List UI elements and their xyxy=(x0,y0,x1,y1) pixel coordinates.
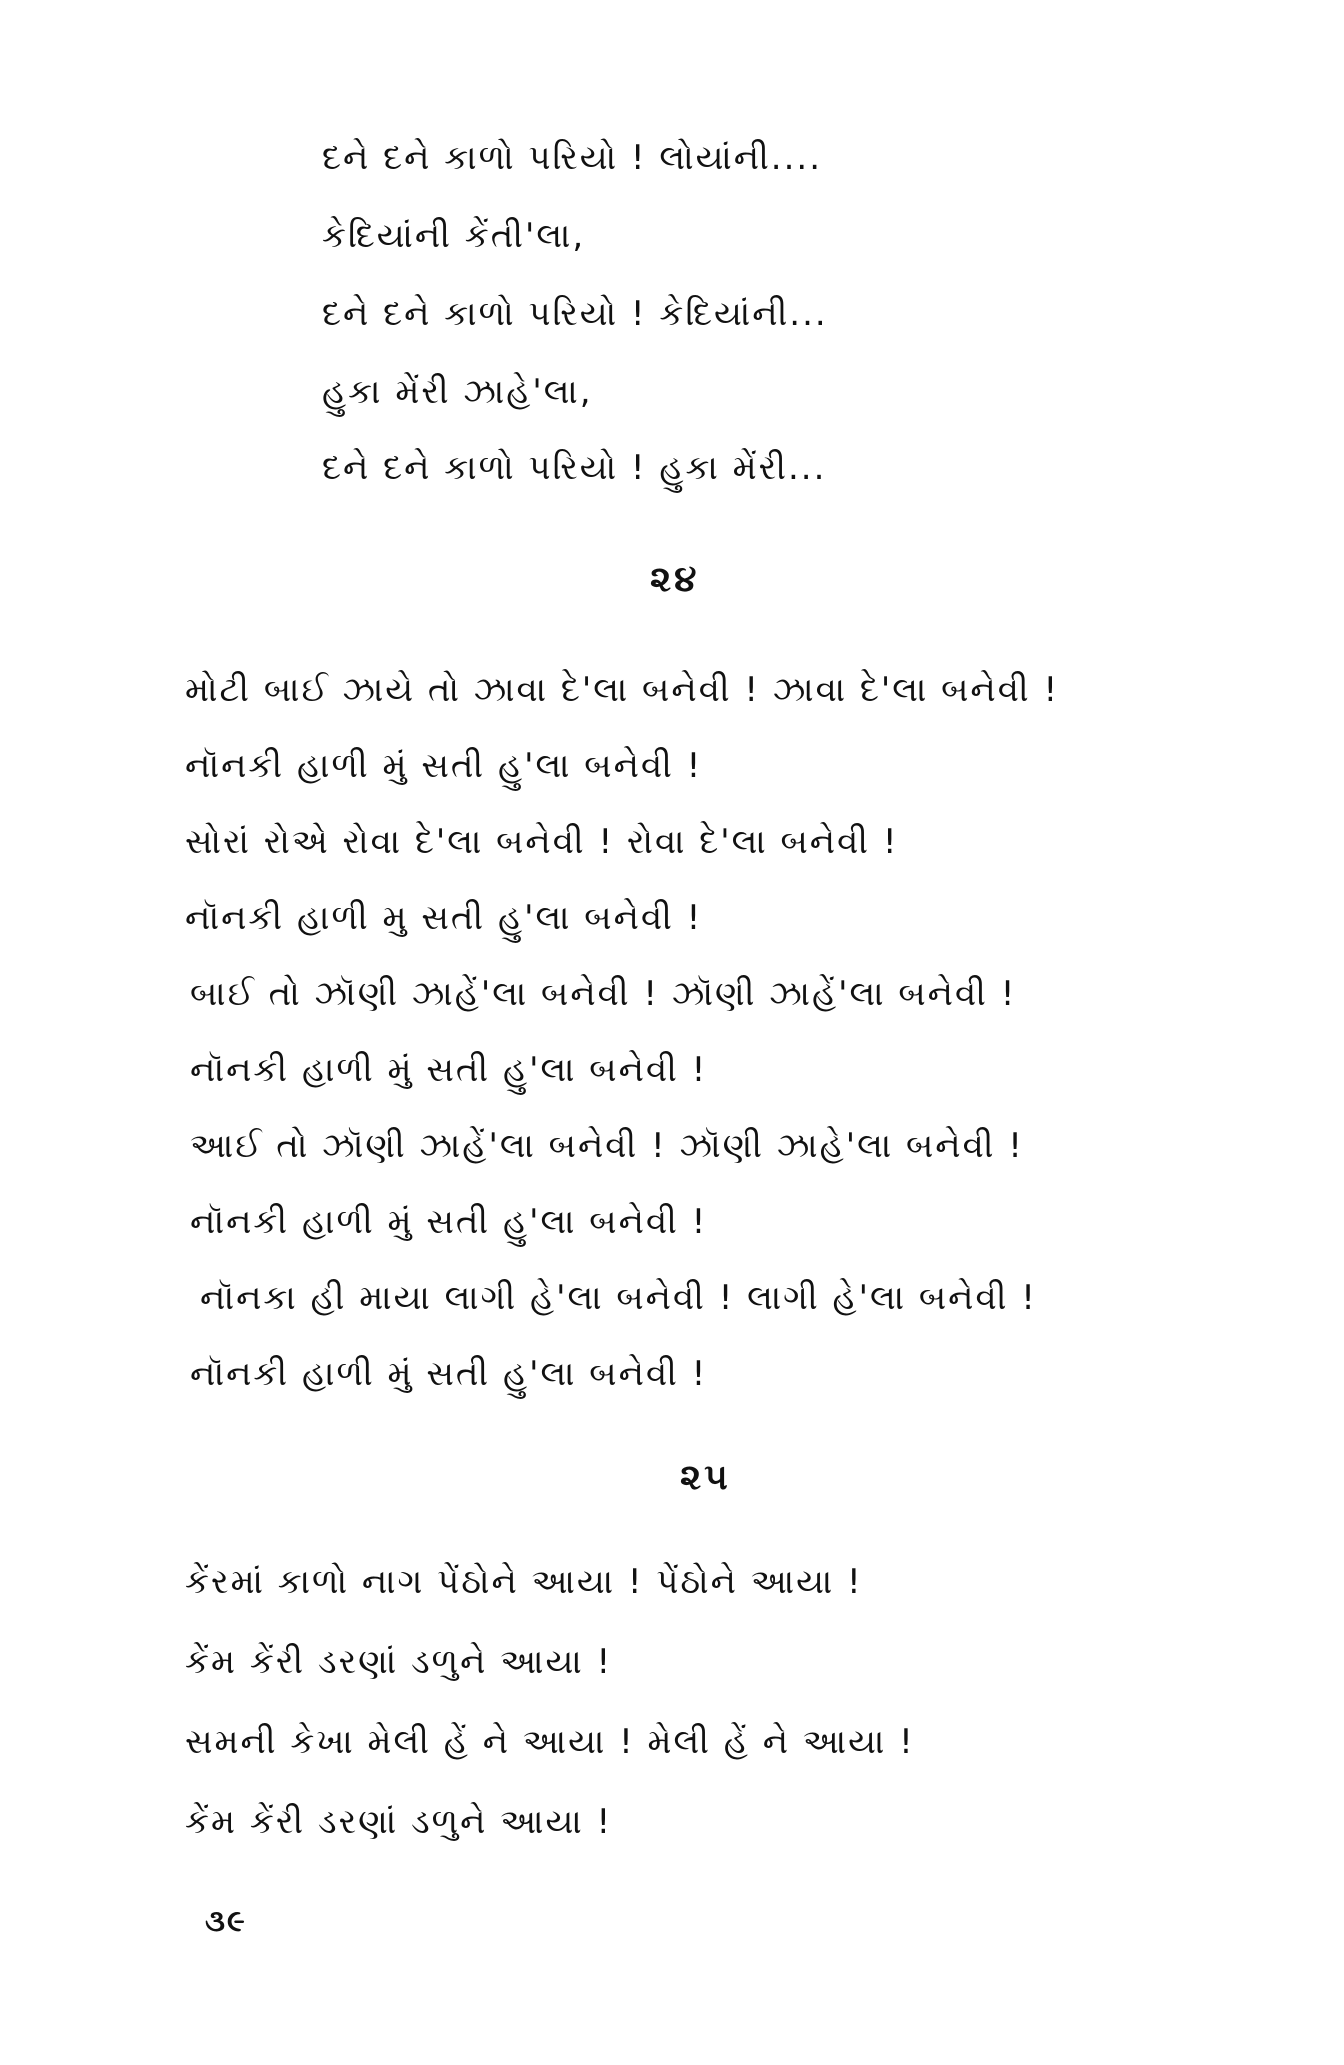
verse-line: દને દને કાળો પરિયો ! હુકા મેંરી... xyxy=(322,448,827,488)
section-number: ૨૫ xyxy=(680,1457,731,1498)
verse-line: નૉનકી હાળી મુ સતી હુ'લા બનેવી ! xyxy=(185,898,703,938)
verse-line: સોરાં રોએ રોવા દે'લા બનેવી ! રોવા દે'લા બનેવી ! xyxy=(185,822,899,862)
verse-line: બાઈ તો ઝૉણી ઝાહેં'લા બનેવી ! ઝૉણી ઝાહેં'લા બનેવી ! xyxy=(190,974,1017,1014)
verse-line: નૉનકી હાળી મું સતી હુ'લા બનેવી ! xyxy=(190,1354,708,1394)
verse-line: કેંરમાં કાળો નાગ પેંઠોને આયા ! પેંઠોને આયા ! xyxy=(185,1562,863,1602)
verse-line: નૉનકી હાળી મું સતી હુ'લા બનેવી ! xyxy=(190,1202,708,1242)
verse-line: મોટી બાઈ ઝાયે તો ઝાવા દે'લા બનેવી ! ઝાવા દે'લા બનેવી ! xyxy=(185,670,1060,710)
verse-line: નૉનકા હી માયા લાગી હે'લા બનેવી ! લાગી હે'લા બનેવી ! xyxy=(200,1278,1037,1318)
page-number: ૩૯ xyxy=(205,1904,247,1939)
verse-line: દને દને કાળો પરિયો ! કેદિયાંની... xyxy=(322,294,828,334)
verse-line: નૉનકી હાળી મું સતી હુ'લા બનેવી ! xyxy=(185,746,703,786)
verse-line: સમની કેખા મેલી હેં ને આયા ! મેલી હેં ને આયા ! xyxy=(185,1722,915,1762)
section-number: ૨૪ xyxy=(650,559,700,600)
verse-line: નૉનકી હાળી મું સતી હુ'લા બનેવી ! xyxy=(190,1050,708,1090)
verse-line: હુકા મેંરી ઝાહે'લા, xyxy=(322,372,593,412)
verse-line: કેંમ કેંરી ડરણાં ડળુને આયા ! xyxy=(185,1642,613,1682)
verse-line: દને દને કાળો પરિયો ! લોયાંની.... xyxy=(322,138,823,178)
verse-line: કેદિયાંની કેંતી'લા, xyxy=(322,216,586,256)
verse-line: આઈ તો ઝૉણી ઝાહેં'લા બનેવી ! ઝૉણી ઝાહે'લા બનેવી ! xyxy=(190,1126,1024,1166)
verse-line: કેંમ કેંરી ડરણાં ડળુને આયા ! xyxy=(185,1802,613,1842)
